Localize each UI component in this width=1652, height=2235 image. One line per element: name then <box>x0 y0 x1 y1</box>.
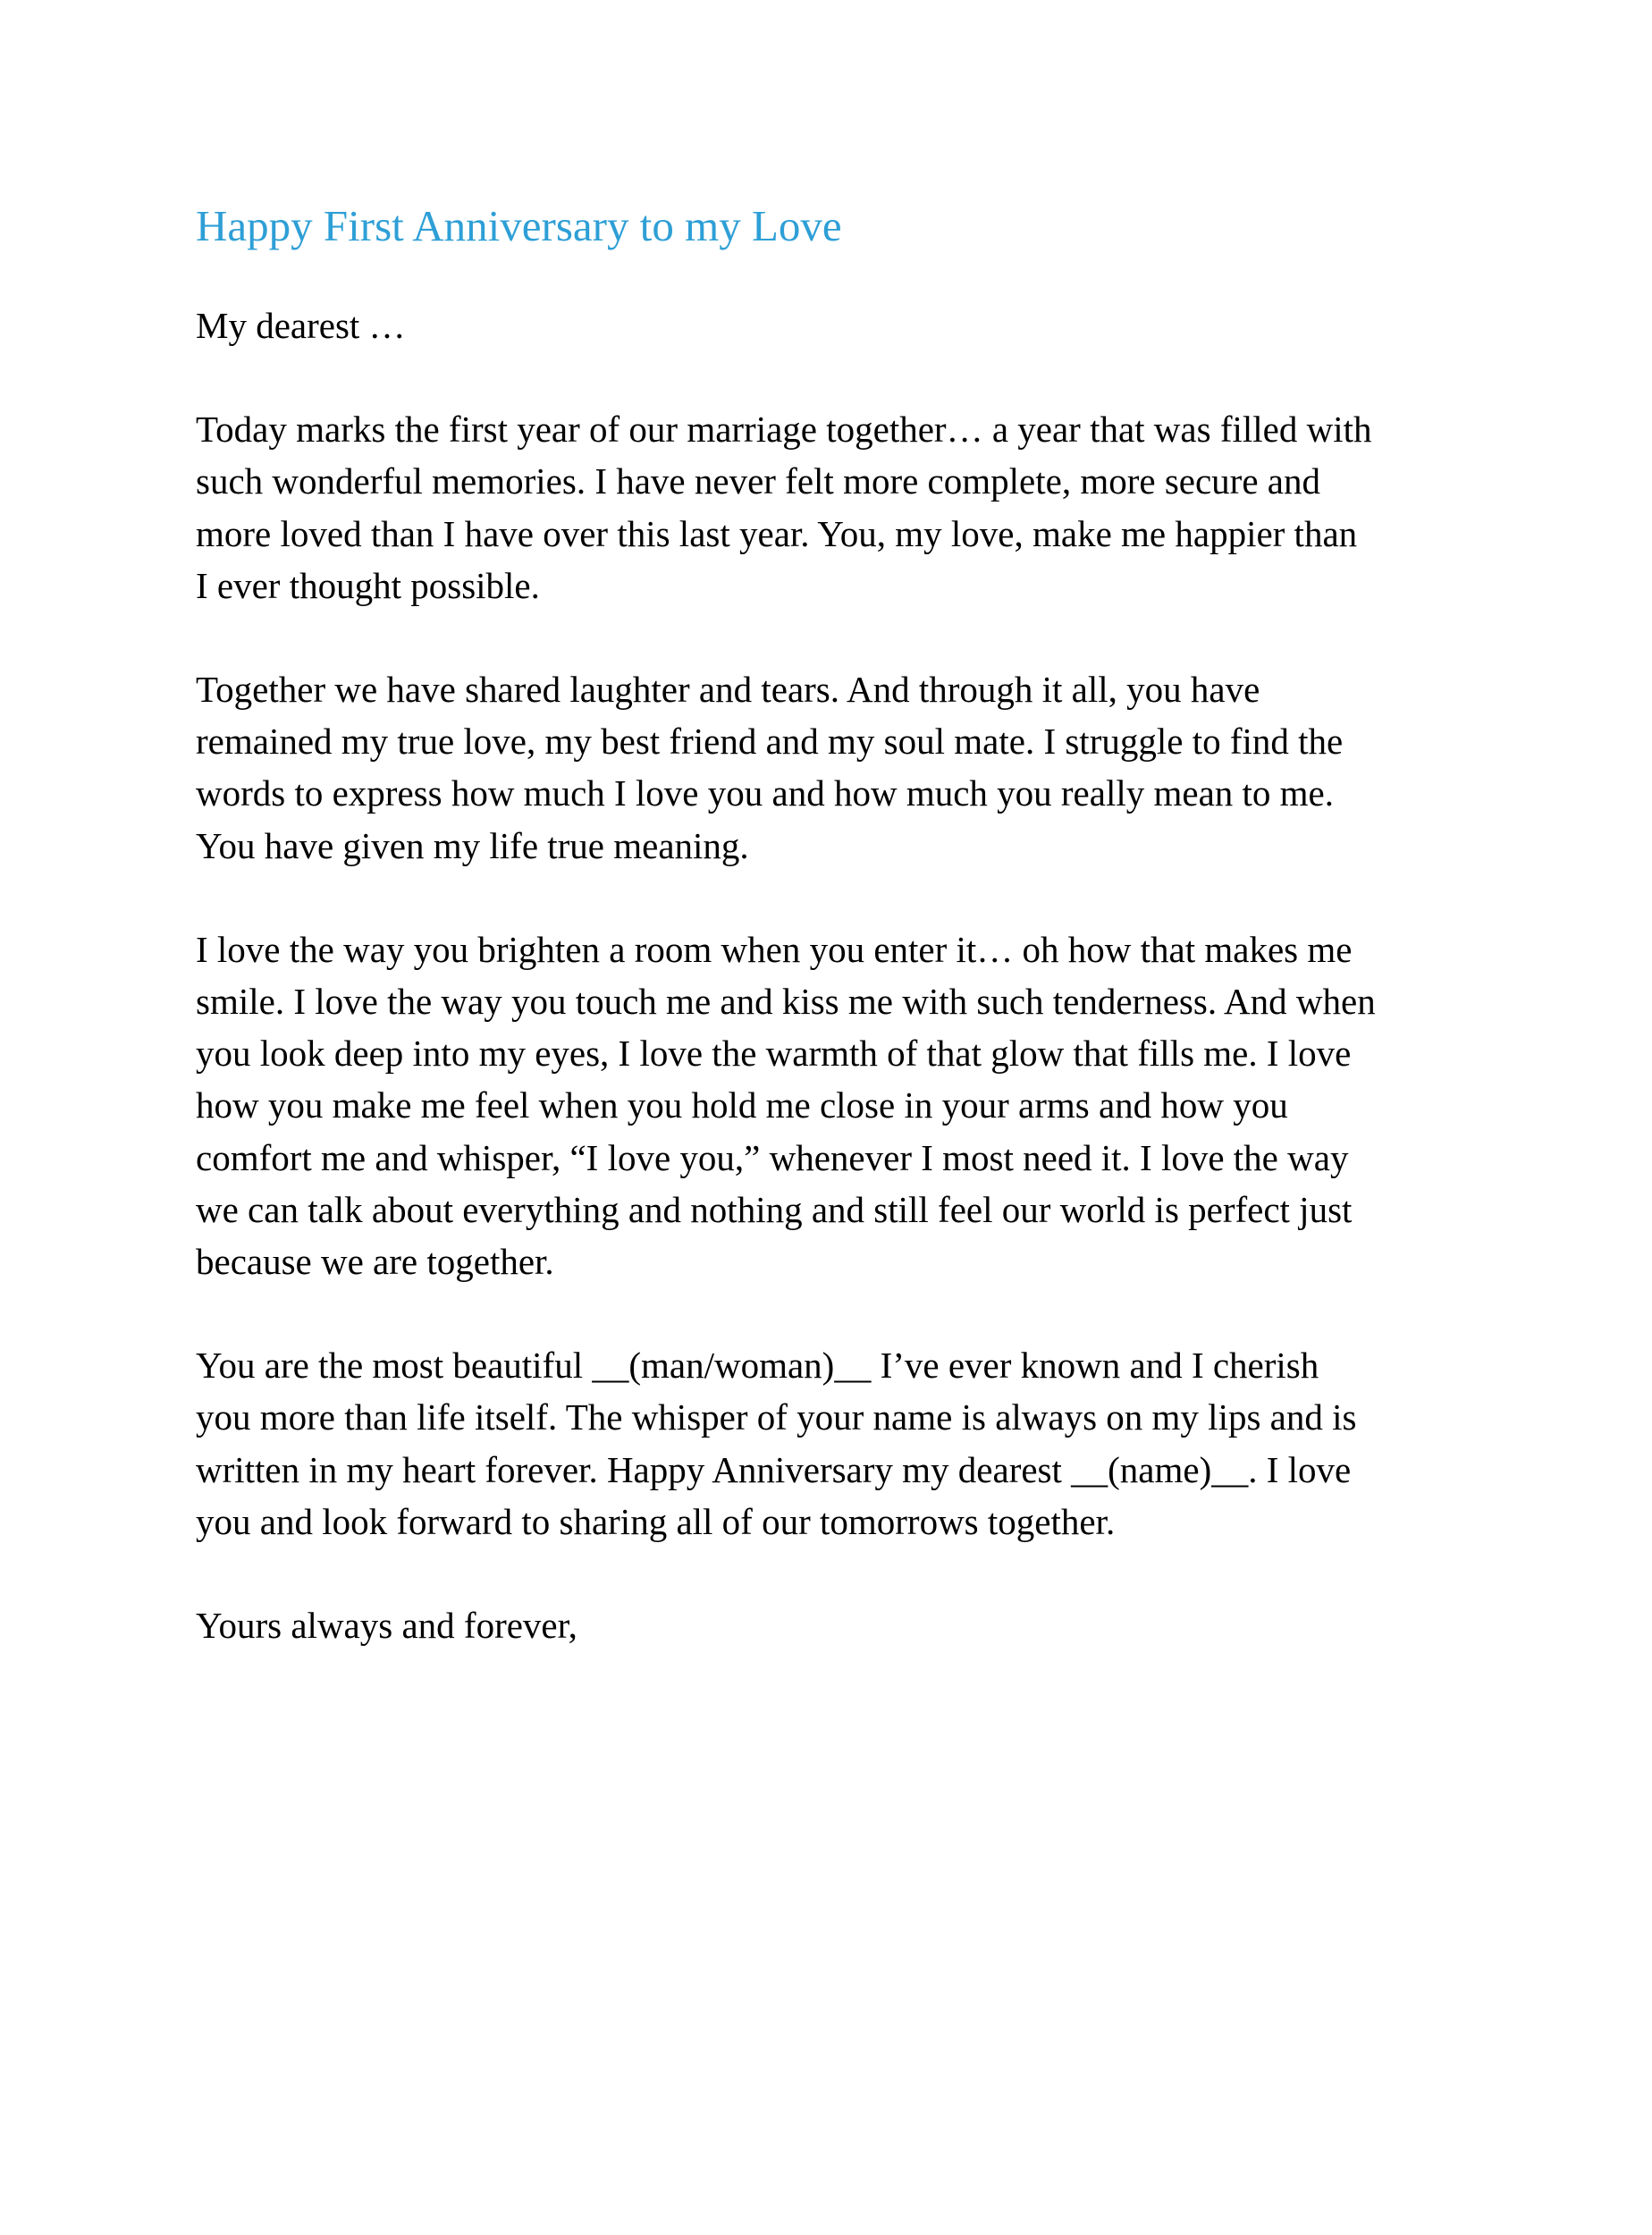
paragraph-line: we can talk about everything and nothing and still feel our world is perfect just <box>196 1188 1353 1230</box>
paragraph-line: you and look forward to sharing all of our tomorrows together. <box>196 1500 1116 1542</box>
paragraph-line: such wonderful memories. I have never felt more complete, more secure and <box>196 460 1320 502</box>
paragraph-line: words to express how much I love you and how much you really mean to me. <box>196 772 1335 814</box>
paragraph-1 <box>196 403 1483 611</box>
paragraph-line: how you make me feel when you hold me close in your arms and how you <box>196 1084 1288 1126</box>
paragraph-line: you more than life itself. The whisper of your name is always on my lips and is <box>196 1396 1357 1438</box>
paragraph-line: I love the way you brighten a room when you enter it… oh how that makes me <box>196 928 1353 970</box>
letter-title: Happy First Anniversary to my Love <box>196 201 842 250</box>
paragraph-line: You are the most beautiful __(man/woman)__ I’ve ever known and I cherish <box>196 1345 1319 1387</box>
paragraph-3 <box>196 924 1483 1287</box>
paragraph-line: You have given my life true meaning. <box>196 824 749 866</box>
paragraph-line: Today marks the first year of our marriage together… a year that was filled with <box>196 409 1372 451</box>
paragraph-2 <box>196 663 1483 872</box>
paragraph-4 <box>196 1339 1483 1548</box>
paragraph-line: comfort me and whisper, “I love you,” whenever I most need it. I love the way <box>196 1136 1349 1178</box>
paragraph-line: more loved than I have over this last year. You, my love, make me happier than <box>196 512 1358 554</box>
paragraph-line: written in my heart forever. Happy Anniversary my dearest __(name)__. I love <box>196 1448 1352 1490</box>
paragraph-line: you look deep into my eyes, I love the warmth of that glow that fills me. I love <box>196 1033 1352 1075</box>
letter-body <box>196 198 1483 1651</box>
paragraph-line: smile. I love the way you touch me and kiss me with such tenderness. And when <box>196 981 1376 1023</box>
paragraph-line: I ever thought possible. <box>196 564 540 606</box>
closing: Yours always and forever, <box>196 1605 577 1647</box>
paragraph-line: Together we have shared laughter and tears. And through it all, you have <box>196 669 1260 711</box>
paragraph-line: because we are together. <box>196 1241 554 1283</box>
paragraph-line: remained my true love, my best friend and my soul mate. I struggle to find the <box>196 721 1344 763</box>
salutation: My dearest … <box>196 305 406 346</box>
